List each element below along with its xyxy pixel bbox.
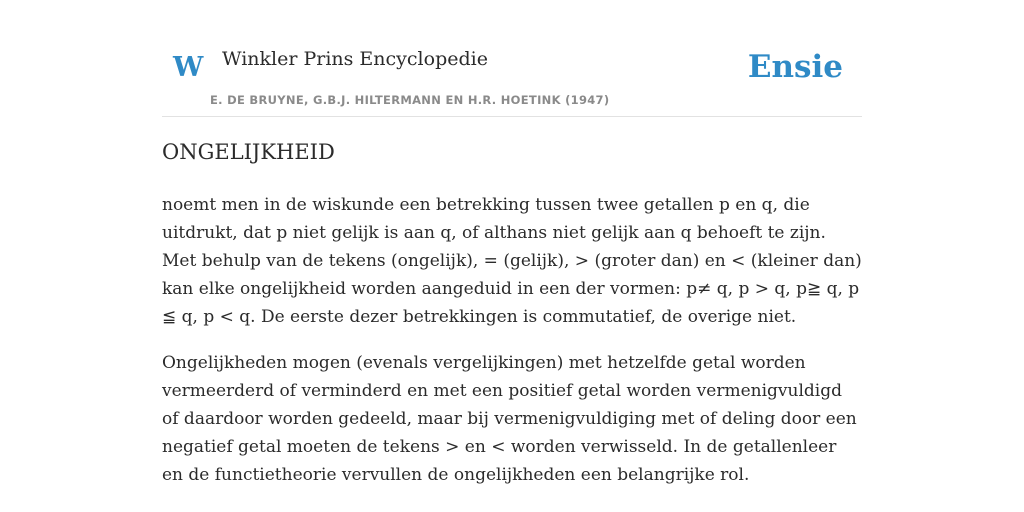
article-paragraph: noemt men in de wiskunde een betrekking tussen twee getallen p en q, die uitdrukt, dat p niet gelijk is aan q, of althans niet gelijk aan q behoeft te zijn. Met behulp van de tekens (ongelijk), = (gelijk), > (groter dan) en < (kleiner dan) kan elke ongelijkheid worden aangeduid in een der vormen: p≠ q, p > q, p≧ q, p ≦ q, p < q. De eerste dezer betrekkingen is commutatief, de overige niet. (162, 195, 862, 328)
article-paragraph: Ongelijkheden mogen (evenals vergelijkingen) met hetzelfde getal worden vermeerderd of verminderd en met een positief getal worden vermenigvuldigd of daardoor worden gedeeld, maar bij vermenigvuldiging met of deling door een negatief getal moeten de tekens > en < worden verwisseld. In de getallenleer en de functietheorie vervullen de ongelijkheden een belangrijke rol. (162, 353, 857, 486)
ensie-brand-link[interactable]: Ensie (747, 49, 843, 85)
article-title: ONGELIJKHEID (162, 140, 335, 164)
encyclopedia-logo-icon[interactable]: W (173, 52, 204, 83)
publication-authors: E. DE BRUYNE, G.B.J. HILTERMANN EN H.R. HOETINK (1947) (210, 93, 610, 107)
article (162, 138, 862, 507)
header (162, 40, 862, 117)
publication-title[interactable]: Winkler Prins Encyclopedie (222, 48, 488, 70)
